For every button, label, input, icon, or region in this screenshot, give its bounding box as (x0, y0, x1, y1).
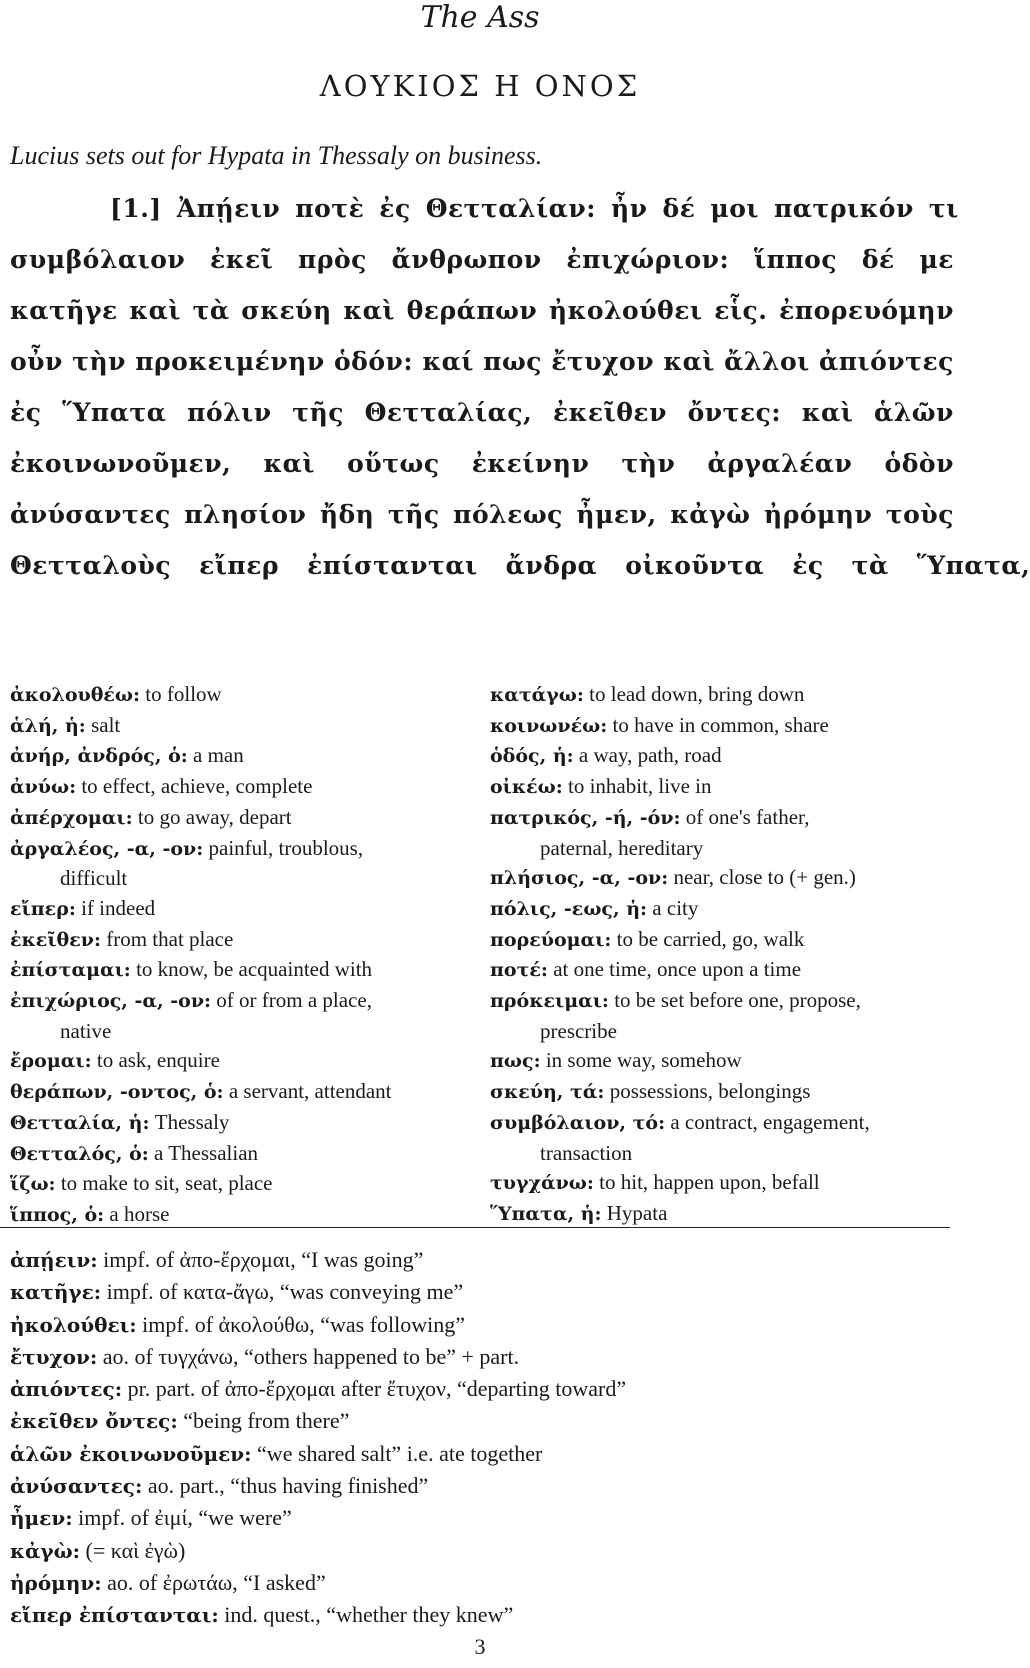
headword: Ὕπατα, ἡ: (490, 1202, 602, 1225)
headword: ἀπιόντες: (10, 1377, 123, 1402)
definition: to be carried, go, walk (616, 926, 805, 951)
headword: ὁδός, ἡ: (490, 745, 574, 768)
text-line (10, 285, 954, 336)
vocab-entry (490, 986, 954, 1046)
text-word: σκεύη (241, 296, 332, 325)
definition: to know, be acquainted with (136, 957, 373, 982)
definition-continuation: paternal, hereditary (540, 835, 704, 860)
text-word: τῆς (292, 398, 344, 427)
definition: impf. of ἀπο-ἔρχομαι, “I was going” (103, 1247, 424, 1272)
headword: σκεύη, τά: (490, 1081, 605, 1104)
vocab-entry (490, 772, 954, 803)
text-word: πλησίον (184, 500, 307, 529)
definition: of one's father, (685, 804, 810, 829)
text-word: ἐπιχώριον: (566, 245, 730, 274)
text-word: ἦμεν, (576, 500, 657, 529)
headword: συμβόλαιον, τό: (490, 1111, 666, 1134)
note-entry (10, 1470, 954, 1502)
headword: πλήσιος, -α, -ον: (490, 867, 669, 890)
headword: πορεύομαι: (490, 928, 612, 951)
headword: πατρικός, -ή, -όν: (490, 806, 681, 829)
note-entry (10, 1276, 954, 1308)
vocab-entry (10, 711, 450, 742)
headword: κατάγω: (490, 684, 584, 706)
text-word: ἄνδρα (505, 551, 598, 580)
text-line (10, 489, 954, 540)
text-word: ὁδὸν (884, 449, 954, 478)
definition: pr. part. of ἀπο-ἔρχομαι after ἔτυχον, “departing toward” (127, 1376, 627, 1402)
vocab-entry (490, 925, 954, 956)
definition: a servant, attendant (228, 1079, 392, 1104)
text-line (10, 336, 954, 387)
text-word: ἤδη (319, 500, 375, 529)
text-word: θεράπων (406, 296, 538, 325)
text-word: καὶ (263, 449, 316, 478)
headword: ἁλή, ἡ: (10, 714, 86, 737)
running-title: The Ass (420, 0, 540, 35)
headword: ἐκεῖθεν: (10, 928, 101, 951)
headword: θεράπων, -οντος, ὁ: (10, 1081, 224, 1104)
vocab-entry (10, 803, 450, 834)
vocab-entry (490, 1108, 954, 1168)
headword: ἀνύσαντες: (10, 1474, 143, 1499)
headword: ἦμεν: (10, 1506, 73, 1531)
vocab-entry (490, 894, 954, 925)
definition: possessions, belongings (609, 1079, 811, 1104)
note-entry (10, 1502, 954, 1534)
definition: “being from there” (183, 1408, 350, 1434)
vocab-entry (10, 680, 450, 711)
definition: Hypata (606, 1200, 668, 1225)
note-entry (10, 1405, 954, 1437)
text-word: ἄνθρωπον (391, 245, 542, 274)
vocabulary-column-right (490, 680, 954, 1230)
note-entry (10, 1535, 954, 1567)
text-word: ἦν (611, 194, 648, 223)
text-word: τι (928, 194, 959, 223)
text-word: ἐς (379, 194, 411, 223)
vocab-entry (490, 1199, 954, 1230)
definition: impf. of κατα-ἄγω, “was conveying me” (106, 1279, 464, 1305)
definition-continuation: transaction (540, 1140, 633, 1165)
text-word: δέ (662, 194, 696, 223)
text-word: μοι (710, 194, 759, 223)
definition: ao. of ἐρωτάω, “I asked” (107, 1569, 326, 1595)
text-word: ἵππος (753, 245, 838, 274)
notes-divider (0, 1227, 950, 1228)
headword: ἠκολούθει: (10, 1312, 137, 1337)
text-word: [1.] (110, 194, 162, 223)
definition-continuation: native (60, 1018, 112, 1043)
text-word: ἐπίστανται (307, 551, 478, 580)
headword: ἵππος, ὁ: (10, 1203, 105, 1226)
text-word: καὶ (801, 398, 854, 427)
headword: ἔτυχον: (10, 1344, 98, 1369)
vocab-entry (490, 711, 954, 742)
text-word: ἀργαλέαν (707, 449, 853, 478)
text-word: τὰ (192, 296, 230, 325)
vocab-entry (10, 1046, 450, 1077)
text-word: καὶ (343, 296, 395, 325)
text-word: ἐς (792, 551, 824, 580)
vocab-entry (490, 803, 954, 863)
text-word: ἐπορευόμην (779, 296, 954, 325)
vocab-entry (490, 1168, 954, 1199)
section-summary: Lucius sets out for Hypata in Thessaly on business. (10, 141, 543, 170)
text-line (10, 234, 954, 285)
vocab-entry (10, 741, 450, 772)
text-word: καί (422, 347, 474, 376)
text-word: εἴπερ (199, 551, 280, 580)
headword: τυγχάνω: (490, 1172, 594, 1195)
headword: πόλις, -εως, ἡ: (490, 897, 648, 920)
text-word: ὄντες: (687, 398, 782, 427)
headword: ἀκολουθέω: (10, 684, 141, 706)
text-word: ὁδόν: (333, 347, 414, 376)
definition: to follow (145, 682, 222, 706)
definition: ind. quest., “whether they knew” (224, 1602, 514, 1628)
note-entry (10, 1244, 954, 1276)
definition: a city (652, 895, 699, 920)
headword: ἠρόμην: (10, 1570, 102, 1595)
text-word: κἀγὼ (670, 500, 751, 529)
definition: a man (193, 743, 244, 768)
definition: to make to sit, seat, place (60, 1171, 273, 1196)
definition: a Thessalian (154, 1140, 259, 1165)
text-word: ἠρόμην (764, 500, 873, 529)
headword: ἁλῶν ἐκοινωνοῦμεν: (10, 1441, 252, 1466)
text-word: Θετταλοὺς (10, 551, 172, 580)
text-word: ἔτυχον (551, 347, 655, 376)
headword: ἐκεῖθεν ὄντες: (10, 1409, 178, 1434)
text-word: Ὕπατα, (916, 551, 1030, 580)
text-word: ἄλλοι (724, 347, 810, 376)
text-word: οὕτως (347, 449, 440, 478)
note-entry (10, 1341, 954, 1373)
vocab-entry (490, 863, 954, 894)
headword: πως: (490, 1050, 541, 1073)
definition: (= καὶ ἐγὼ) (85, 1537, 186, 1563)
vocab-entry (490, 955, 954, 986)
text-word: ἐκοινωνοῦμεν, (10, 449, 232, 478)
text-word: Ἀπῄειν (176, 194, 281, 223)
text-word: πως (483, 347, 542, 376)
definition: painful, troublous, (208, 835, 364, 860)
headword: ἀργαλέος, -α, -ον: (10, 837, 204, 860)
text-word: καὶ (129, 296, 181, 325)
definition: ao. part., “thus having finished” (147, 1473, 429, 1499)
headword: εἴπερ ἐπίστανται: (10, 1603, 219, 1628)
definition: a way, path, road (578, 743, 722, 768)
definition: to effect, achieve, complete (81, 774, 313, 799)
text-word: ἠκολούθει (548, 296, 703, 325)
definition: to go away, depart (137, 804, 292, 829)
vocab-entry (10, 834, 450, 894)
text-word: πόλιν (187, 398, 272, 427)
definition: to hit, happen upon, befall (599, 1170, 820, 1195)
headword: οἰκέω: (490, 776, 563, 799)
note-entry (10, 1599, 954, 1631)
definition: impf. of ἀκολούθω, “was following” (142, 1311, 466, 1337)
definition: a contract, engagement, (670, 1109, 870, 1134)
text-line (10, 183, 959, 234)
definition: at one time, once upon a time (553, 957, 802, 982)
headword: ἐπιχώριος, -α, -ον: (10, 990, 212, 1013)
greek-text (10, 183, 1030, 591)
definition: a horse (109, 1201, 170, 1226)
text-word: ποτὲ (295, 194, 365, 223)
definition: to have in common, share (612, 712, 829, 737)
text-word: με (919, 245, 954, 274)
definition: impf. of ἐιμί, “we were” (78, 1505, 292, 1531)
headword: ἀπῄειν: (10, 1248, 98, 1272)
text-word: προκειμένην (135, 347, 325, 376)
text-word: δέ (861, 245, 895, 274)
vocab-entry (10, 1139, 450, 1170)
text-line (10, 387, 954, 438)
text-word: ἀνύσαντες (10, 500, 171, 529)
headword: κοινωνέω: (490, 714, 608, 737)
headword: πρόκειμαι: (490, 990, 609, 1013)
definition: to ask, enquire (96, 1048, 220, 1073)
vocab-entry (10, 1077, 450, 1108)
headword: ἀνύω: (10, 776, 77, 799)
vocab-entry (10, 894, 450, 925)
text-word: Θετταλίαν: (425, 194, 596, 223)
text-word: ἐς (10, 398, 42, 427)
definition: to inhabit, live in (568, 774, 712, 799)
definition: “we shared salt” i.e. ate together (257, 1440, 543, 1466)
text-word: ἁλῶν (873, 398, 954, 427)
definition-continuation: difficult (60, 866, 128, 891)
vocab-entry (10, 986, 450, 1046)
vocab-entry (490, 680, 954, 711)
text-word: τὴν (72, 347, 126, 376)
note-entry (10, 1567, 954, 1599)
headword: ἀπέρχομαι: (10, 806, 133, 829)
vocab-entry (490, 1077, 954, 1108)
text-word: τῆς (387, 500, 440, 529)
text-word: τὰ (851, 551, 889, 580)
grammar-notes (10, 1244, 954, 1632)
text-word: πόλεως (453, 500, 563, 529)
definition-continuation: prescribe (540, 1018, 617, 1043)
text-word: καὶ (663, 347, 715, 376)
text-word: τοὺς (885, 500, 954, 529)
text-word: τὴν (621, 449, 676, 478)
greek-title: ΛΟΥΚΙΟΣ Η ΟΝΟΣ (319, 69, 641, 103)
text-word: οἰκοῦντα (625, 551, 765, 580)
definition: in some way, somehow (545, 1048, 742, 1073)
text-word: ἐκεῖ (210, 245, 274, 274)
headword: ἵζω: (10, 1173, 56, 1196)
vocab-entry (490, 1046, 954, 1077)
vocabulary-column-left (10, 680, 450, 1231)
text-line (10, 438, 954, 489)
text-word: πατρικόν (773, 194, 914, 223)
definition: to lead down, bring down (589, 682, 805, 706)
text-line (10, 540, 1030, 591)
text-word: Θετταλίας, (364, 398, 533, 427)
headword: Θετταλός, ὁ: (10, 1142, 149, 1165)
definition: to be set before one, propose, (614, 988, 861, 1013)
text-word: πρὸς (298, 245, 367, 274)
text-word: ἀπιόντες (818, 347, 954, 376)
definition: Thessaly (154, 1109, 230, 1134)
text-word: ἐκείνην (471, 449, 590, 478)
headword: ἔρομαι: (10, 1050, 92, 1073)
page-number: 3 (474, 1634, 486, 1659)
vocab-entry (10, 925, 450, 956)
headword: κἀγὼ: (10, 1538, 81, 1563)
vocab-entry (10, 1169, 450, 1200)
text-word: Ὕπατα (62, 398, 167, 427)
headword: εἴπερ: (10, 897, 76, 920)
headword: ἀνήρ, ἀνδρός, ὁ: (10, 745, 188, 768)
definition: if indeed (81, 895, 156, 920)
headword: Θετταλία, ἡ: (10, 1111, 150, 1134)
definition: salt (91, 712, 121, 737)
definition: ao. of τυγχάνω, “others happened to be” + part. (102, 1343, 520, 1369)
note-entry (10, 1438, 954, 1470)
text-word: εἷς. (714, 296, 768, 325)
text-word: κατῆγε (10, 296, 118, 325)
headword: κατῆγε: (10, 1280, 102, 1305)
headword: ποτέ: (490, 959, 548, 982)
note-entry (10, 1373, 954, 1405)
vocab-entry (10, 772, 450, 803)
definition: of or from a place, (216, 988, 372, 1013)
definition: from that place (106, 926, 234, 951)
vocab-entry (490, 741, 954, 772)
text-word: ἐκεῖθεν (552, 398, 667, 427)
vocab-entry (10, 1108, 450, 1139)
text-word: συμβόλαιον (10, 245, 186, 274)
text-word: οὖν (10, 347, 63, 376)
definition: near, close to (+ gen.) (673, 865, 856, 890)
headword: ἐπίσταμαι: (10, 959, 131, 982)
note-entry (10, 1309, 954, 1341)
vocab-entry (10, 955, 450, 986)
